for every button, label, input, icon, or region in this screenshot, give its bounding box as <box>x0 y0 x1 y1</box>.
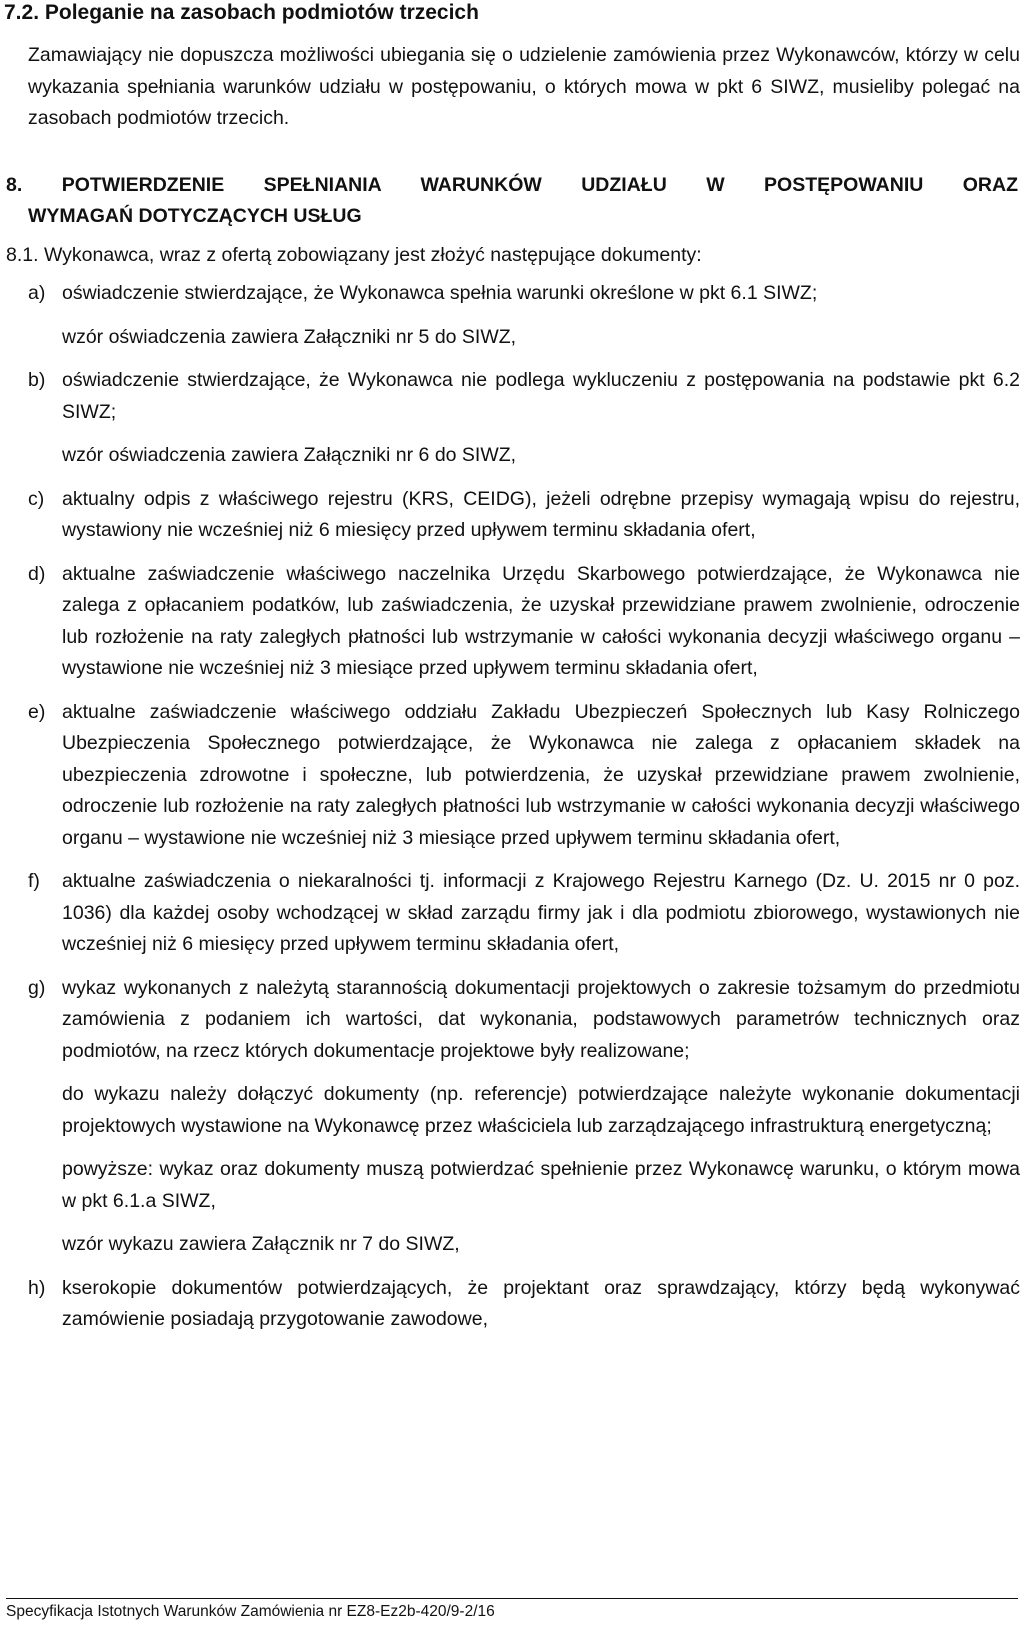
list-item-paragraph: aktualny odpis z właściwego rejestru (KRS, CEIDG), jeżeli odrębne przepisy wymagają wpisu do rejestru, wystawiony nie wcześniej niż 6 miesięcy przed upływem terminu składania ofert, <box>62 487 1020 541</box>
list-item-letter: d) <box>28 562 46 585</box>
list-item-paragraph: aktualne zaświadczenia o niekaralności tj. informacji z Krajowego Rejestru Karnego (Dz. U. 2015 nr 0 poz. 1036) dla każdej osoby wchodzącej w skład zarządu firmy jak i dla podmiotu zbiorowego, wystawionych nie wcześniej niż 6 miesięcy przed upływem terminu składania ofert, <box>62 870 1020 955</box>
list-item-paragraph: wzór wykazu zawiera Załącznik nr 7 do SIWZ, <box>62 1233 460 1255</box>
section-8-1-intro: 8.1. Wykonawca, wraz z ofertą zobowiązany jest złożyć następujące dokumenty: <box>6 244 702 266</box>
list-item-c <box>28 484 1020 547</box>
list-item-letter: c) <box>28 487 45 510</box>
list-item-letter: g) <box>28 976 46 999</box>
list-item-g <box>28 973 1020 1261</box>
list-item-b <box>28 365 1020 472</box>
page-footer: Specyfikacja Istotnych Warunków Zamówienia nr EZ8-Ez2b-420/9-2/16 <box>6 1598 1018 1622</box>
list-item-paragraph: do wykazu należy dołączyć dokumenty (np. referencje) potwierdzające należyte wykonanie dokumentacji projektowych wystawione na Wykonawcę przez właściciela lub zarządzającego infrastrukturą energetyczną; <box>62 1083 1020 1137</box>
list-item-paragraph: wzór oświadczenia zawiera Załączniki nr 5 do SIWZ, <box>62 325 517 348</box>
list-item-letter: b) <box>28 369 46 391</box>
list-item-paragraph: oświadczenie stwierdzające, że Wykonawca spełnia warunki określone w pkt 6.1 SIWZ; <box>62 282 818 304</box>
list-item-paragraph: aktualne zaświadczenie właściwego oddziału Zakładu Ubezpieczeń Społecznych lub Kasy Rolniczego Ubezpieczenia Społecznego potwierdzające, że Wykonawca nie zalega z opłacaniem składek na ubezpieczenia zdrowotne i społeczne, lub potwierdzenia, że uzyskał przewidziane prawem zwolnienie, odroczenie lub rozłożenie na raty zaległych płatności lub wstrzymanie w całości wykonania decyzji właściwego organu – wystawione nie wcześniej niż 3 miesiące przed upływem terminu składania ofert, <box>62 700 1020 849</box>
section-8-heading-line1: 8. POTWIERDZENIE SPEŁNIANIA WARUNKÓW UDZIAŁU W POSTĘPOWANIU ORAZ <box>6 174 1018 196</box>
list-item-letter: a) <box>28 282 46 304</box>
list-item-letter: h) <box>28 1276 46 1299</box>
list-item-paragraph: aktualne zaświadczenie właściwego naczelnika Urzędu Skarbowego potwierdzające, że Wykonawca nie zalega z opłacaniem podatków, lub zaświadczenia, że uzyskał przewidziane prawem zwolnienie, odroczenie lub rozłożenie na raty zaległych płatności lub wstrzymanie w całości wykonania decyzji właściwego organu – wystawione nie wcześniej niż 3 miesiące przed upływem terminu składania ofert, <box>62 562 1020 679</box>
list-item-e <box>28 697 1020 855</box>
list-item-letter: f) <box>28 870 40 892</box>
list-item-paragraph: wykaz wykonanych z należytą starannością dokumentacji projektowych o zakresie tożsamym do przedmiotu zamówienia z podaniem ich wartości, dat wykonania, podstawowych parametrów technicznych oraz podmiotów, na rzecz których dokumentacje projektowe były realizowane; <box>62 976 1020 1062</box>
list-item-paragraph: kserokopie dokumentów potwierdzających, że projektant oraz sprawdzający, którzy będą wykonywać zamówienie posiadają przygotowanie zawodowe, <box>62 1276 1020 1330</box>
list-item-letter: e) <box>28 700 46 723</box>
list-item-a <box>28 278 1020 353</box>
list-item-d <box>28 559 1020 685</box>
list-item-f <box>28 866 1020 961</box>
section-8-heading-line2: WYMAGAŃ DOTYCZĄCYCH USŁUG <box>28 205 362 227</box>
list-item-paragraph: wzór oświadczenia zawiera Załączniki nr 6 do SIWZ, <box>62 444 517 466</box>
section-8-heading <box>6 170 1018 232</box>
documents-list <box>28 278 1020 1348</box>
section-7-2-heading: 7.2. Poleganie na zasobach podmiotów trzecich <box>4 1 479 24</box>
list-item-h <box>28 1273 1020 1336</box>
section-7-2-paragraph: Zamawiający nie dopuszcza możliwości ubiegania się o udzielenie zamówienia przez Wykonawców, którzy w celu wykazania spełniania warunków udziału w postępowaniu, o których mowa w pkt 6 SIWZ, musieliby polegać na zasobach podmiotów trzecich. <box>28 44 1020 129</box>
list-item-paragraph: oświadczenie stwierdzające, że Wykonawca nie podlega wykluczeniu z postępowania na podstawie pkt 6.2 SIWZ; <box>62 369 1020 423</box>
list-item-paragraph: powyższe: wykaz oraz dokumenty muszą potwierdzać spełnienie przez Wykonawcę warunku, o którym mowa w pkt 6.1.a SIWZ, <box>62 1158 1020 1212</box>
